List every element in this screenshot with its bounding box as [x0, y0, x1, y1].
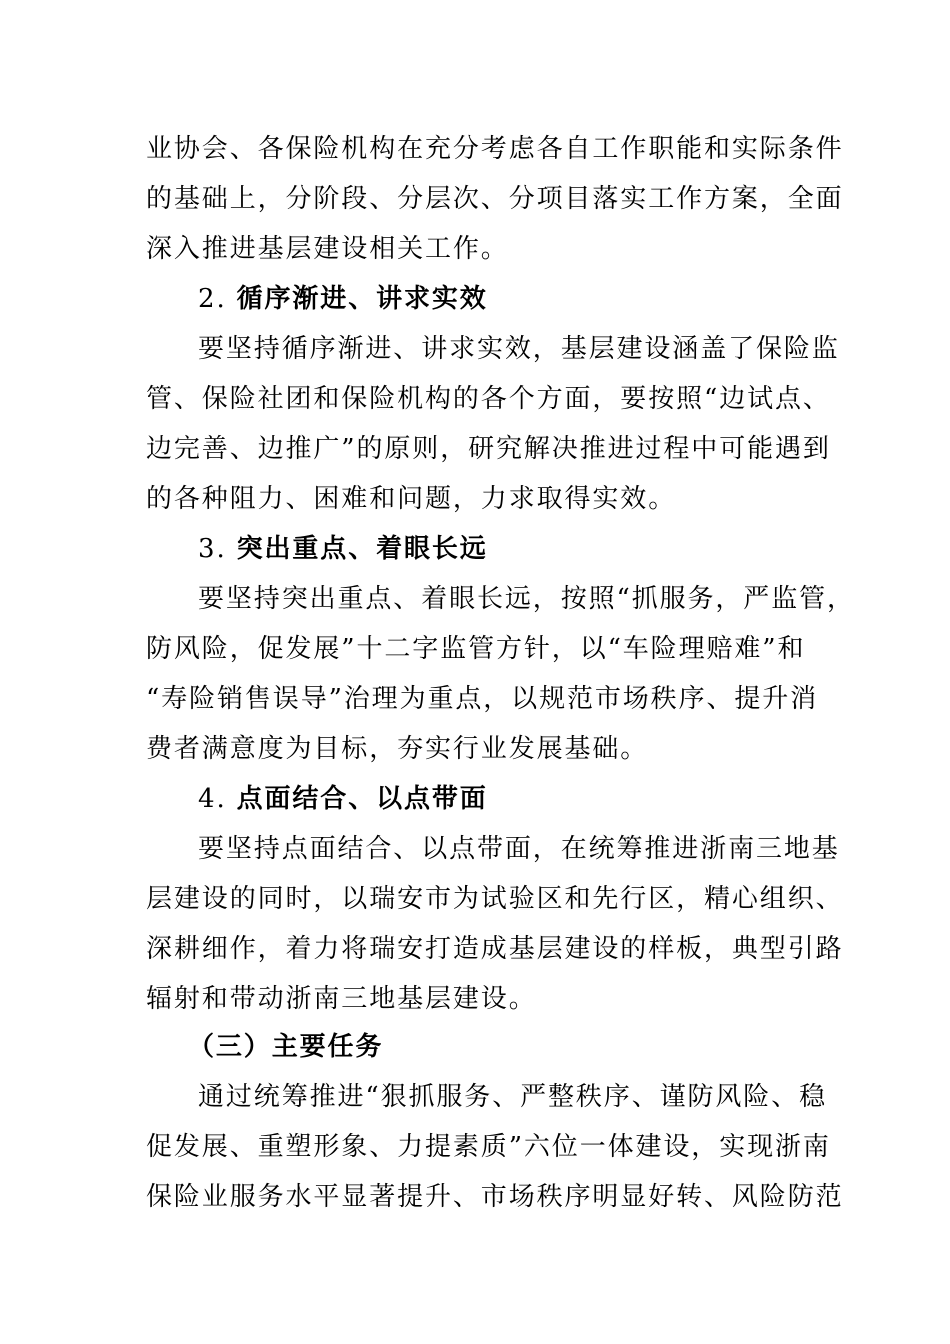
paragraph-line: 促发展、重塑形象、力提素质”六位一体建设，实现浙南 [146, 1132, 831, 1162]
heading-number: 3. [198, 534, 227, 564]
heading-text: 点面结合、以点带面 [236, 784, 488, 814]
paragraph-line: 边完善、边推广”的原则，研究解决推进过程中可能遇到 [146, 434, 831, 464]
paragraph-line: 保险业服务水平显著提升、市场秩序明显好转、风险防范 [146, 1182, 844, 1212]
paragraph-line: “寿险销售误导”治理为重点，以规范市场秩序、提升消 [146, 684, 819, 714]
heading-3 [198, 524, 878, 574]
paragraph-line: 的各种阻力、困难和问题，力求取得实效。 [146, 484, 677, 514]
paragraph-line: 防风险，促发展”十二字监管方针，以“车险理赔难”和 [146, 634, 806, 664]
paragraph-line: 要坚持点面结合、以点带面，在统筹推进浙南三地基 [198, 834, 840, 864]
heading-number: 2. [198, 284, 227, 314]
paragraph-line: 深耕细作，着力将瑞安打造成基层建设的样板，典型引路 [146, 934, 844, 964]
heading-2 [198, 274, 878, 324]
heading-4 [198, 774, 878, 824]
section-heading: （三）主要任务 [188, 1032, 384, 1062]
heading-text: 突出重点、着眼长远 [236, 534, 488, 564]
paragraph-line: 业协会、各保险机构在充分考虑各自工作职能和实际条件 [146, 134, 844, 164]
paragraph-line: 要坚持突出重点、着眼长远，按照“抓服务，严监管， [198, 584, 855, 614]
paragraph-line: 管、保险社团和保险机构的各个方面，要按照“边试点、 [146, 384, 831, 414]
paragraph-line: 辐射和带动浙南三地基层建设。 [146, 984, 537, 1014]
paragraph-line: 层建设的同时，以瑞安市为试验区和先行区，精心组织、 [146, 884, 844, 914]
heading-text: 循序渐进、讲求实效 [236, 284, 488, 314]
paragraph-line: 的基础上，分阶段、分层次、分项目落实工作方案，全面 [146, 184, 844, 214]
heading-number: 4. [198, 784, 227, 814]
paragraph-line: 深入推进基层建设相关工作。 [146, 234, 509, 264]
paragraph-line: 要坚持循序渐进、讲求实效，基层建设涵盖了保险监 [198, 334, 840, 364]
paragraph-line: 通过统筹推进“狠抓服务、严整秩序、谨防风险、稳 [198, 1082, 827, 1112]
paragraph-line: 费者满意度为目标，夯实行业发展基础。 [146, 734, 649, 764]
